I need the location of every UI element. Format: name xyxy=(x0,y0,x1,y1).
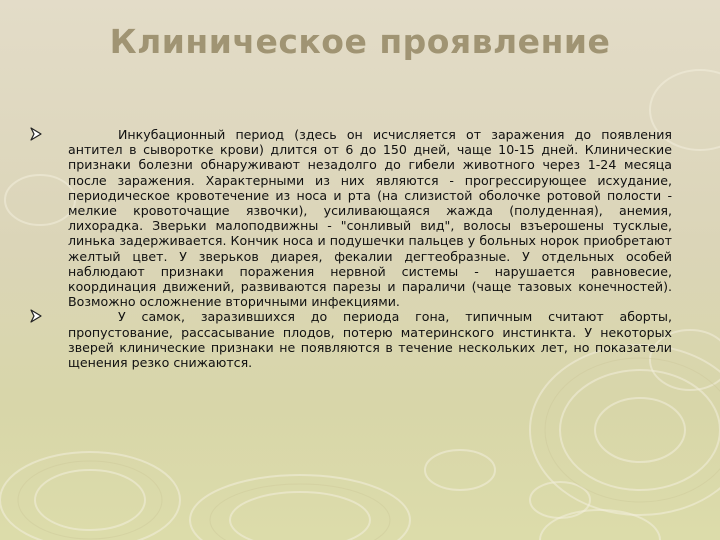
slide-title: Клиническое проявление xyxy=(109,22,611,61)
arrow-bullet-icon xyxy=(30,127,42,141)
bullet-item-females xyxy=(68,309,672,370)
bullet-item-incubation xyxy=(68,127,672,309)
bullet-list xyxy=(68,127,672,370)
bullet-text: Инкубационный период (здесь он исчисляется от заражения до появления антител в сыворотке крови) длится от 6 до 150 дней, чаще 10-15 дней. Клинические признаки болезни обнаруживают незадолго до гибели животного через 1-24 месяца после заражения. Характерными из них являются - прогрессирующее исхудание, периодическое кровотечение из носа и рта (на слизистой оболочке ротовой полости - мелкие кровоточащие язвочки), усиливающаяся жажда (полуденная), анемия, лихорадка. Зверьки малоподвижны - "сонливый вид", волосы взъерошены тусклые, линька задерживается. Кончик носа и подушечки пальцев у больных норок приобретают желтый цвет. У зверьков диарея, фекалии дегтеобразные. У отдельных особей наблюдают признаки поражения нервной системы - нарушается равновесие, координация движений, развиваются парезы и параличи (чаще тазовых конечностей). Возможно осложнение вторичными инфекциями. xyxy=(68,127,672,310)
bullet-text: У самок, заразившихся до периода гона, типичным считают аборты, пропустование, рассасывание плодов, потерю материнского инстинкта. У некоторых зверей клинические признаки не появляются в течение нескольких лет, но показатели щенения резко снижаются. xyxy=(68,309,672,371)
arrow-bullet-icon xyxy=(30,309,42,323)
